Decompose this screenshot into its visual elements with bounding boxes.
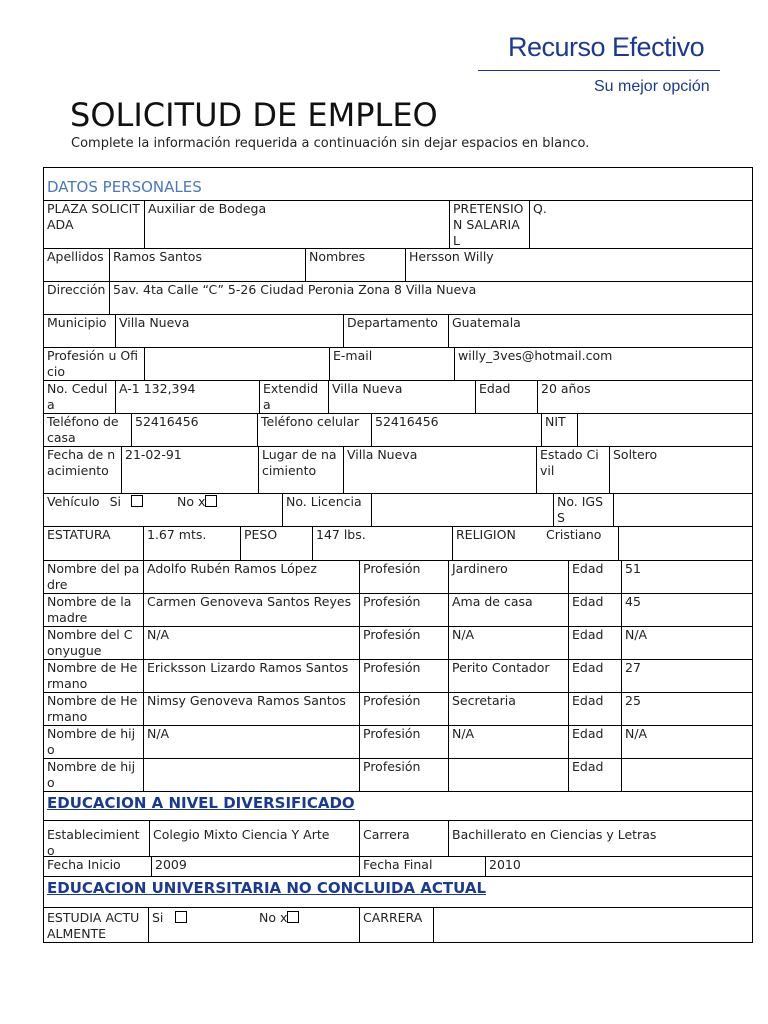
- page-title: SOLICITUD DE EMPLEO: [70, 96, 438, 134]
- familia-profesion-field[interactable]: Jardinero: [448, 561, 568, 593]
- fecha-final-label: Fecha Final: [359, 857, 485, 876]
- departamento-label: Departamento: [343, 315, 448, 347]
- direccion-label: Dirección: [47, 282, 106, 297]
- familia-profesion-label: Profesión: [359, 759, 448, 791]
- plaza-field[interactable]: Auxiliar de Bodega: [144, 201, 449, 248]
- vehiculo-no-label: No x: [176, 494, 206, 509]
- apellidos-label: Apellidos: [47, 249, 104, 264]
- familia-profesion-label: Profesión: [359, 726, 448, 758]
- application-form: [43, 167, 753, 943]
- familia-edad-field[interactable]: N/A: [621, 627, 752, 659]
- familia-name-field[interactable]: Adolfo Rubén Ramos López: [143, 561, 359, 593]
- establecimiento-field[interactable]: Colegio Mixto Ciencia Y Arte: [149, 821, 359, 856]
- estudia-si-checkbox[interactable]: [175, 911, 187, 923]
- nacimiento-row: [44, 446, 752, 493]
- vehiculo-cell: [44, 494, 282, 526]
- estudia-no-checkbox[interactable]: [287, 911, 299, 923]
- plaza-label: PLAZA SOLICITADA: [47, 201, 140, 232]
- direccion-field[interactable]: 5av. 4ta Calle “C” 5-26 Ciudad Peronia Zona 8 Villa Nueva: [109, 282, 752, 314]
- municipio-label: Municipio: [47, 315, 107, 330]
- telefonos-row: [44, 413, 752, 446]
- familia-edad-field[interactable]: 25: [621, 693, 752, 725]
- plaza-row: [44, 200, 752, 248]
- cedula-label: No. Cedula: [47, 381, 108, 412]
- familia-edad-label: Edad: [568, 693, 621, 725]
- estudia-options: [148, 908, 359, 942]
- logo-brand: Recurso Efectivo: [508, 32, 705, 62]
- cedula-row: [44, 380, 752, 413]
- familia-row: [44, 593, 752, 626]
- familia-name-field[interactable]: [143, 759, 359, 791]
- edad-field[interactable]: 20 años: [537, 381, 752, 413]
- vehiculo-label: Vehículo: [47, 494, 100, 509]
- familia-row: [44, 659, 752, 692]
- familia-profesion-label: Profesión: [359, 693, 448, 725]
- profesion-label: Profesión u Oficio: [47, 348, 139, 379]
- religion-label: RELIGION: [456, 527, 516, 542]
- familia-row: [44, 758, 752, 791]
- familia-name-field[interactable]: N/A: [143, 627, 359, 659]
- familia-edad-field[interactable]: N/A: [621, 726, 752, 758]
- familia-profesion-label: Profesión: [359, 627, 448, 659]
- estudia-label: ESTUDIA ACTUALMENTE: [47, 910, 140, 941]
- cedula-field[interactable]: A-1 132,394: [115, 381, 259, 413]
- licencia-field[interactable]: [371, 494, 553, 526]
- logo-divider: [478, 70, 720, 71]
- familia-profesion-field[interactable]: [448, 759, 568, 791]
- nit-field[interactable]: [577, 414, 752, 446]
- estado-civil-field[interactable]: Soltero: [609, 447, 752, 493]
- familia-name-field[interactable]: Nimsy Genoveva Ramos Santos: [143, 693, 359, 725]
- familia-edad-label: Edad: [568, 627, 621, 659]
- familia-edad-label: Edad: [568, 660, 621, 692]
- profesion-row: [44, 347, 752, 380]
- familia-profesion-field[interactable]: Ama de casa: [448, 594, 568, 626]
- familia-profesion-field[interactable]: N/A: [448, 627, 568, 659]
- estatura-label: ESTATURA: [47, 527, 111, 542]
- fecha-nacimiento-field[interactable]: 21-02-91: [121, 447, 258, 493]
- fecha-inicio-field[interactable]: 2009: [151, 857, 359, 876]
- logo-tagline: Su mejor opción: [594, 78, 710, 95]
- familia-label: Nombre del padre: [47, 561, 140, 592]
- familia-label: Nombre del Conyugue: [47, 627, 133, 658]
- familia-edad-field[interactable]: 51: [621, 561, 752, 593]
- peso-field[interactable]: 147 lbs.: [312, 527, 452, 560]
- familia-edad-field[interactable]: [621, 759, 752, 791]
- municipio-row: [44, 314, 752, 347]
- apellidos-field[interactable]: Ramos Santos: [109, 249, 305, 281]
- section-personal-row: [44, 168, 752, 200]
- estado-civil-label: Estado Civil: [536, 447, 609, 493]
- company-logo: [478, 28, 720, 100]
- nombres-field[interactable]: Hersson Willy: [405, 249, 752, 281]
- vehiculo-si-label: Si: [109, 494, 121, 509]
- salary-label: PRETENSION SALARIAL: [449, 201, 529, 248]
- familia-label: Nombre de Hermano: [47, 660, 138, 691]
- familia-edad-field[interactable]: 27: [621, 660, 752, 692]
- establecimiento-label: Establecimiento: [47, 827, 140, 856]
- familia-name-field[interactable]: N/A: [143, 726, 359, 758]
- vehiculo-row: [44, 493, 752, 526]
- direccion-row: [44, 281, 752, 314]
- lugar-nacimiento-label: Lugar de nacimiento: [258, 447, 343, 493]
- fechas-row: [44, 856, 752, 876]
- estatura-field[interactable]: 1.67 mts.: [143, 527, 240, 560]
- telefono-casa-label: Teléfono de casa: [47, 414, 119, 445]
- lugar-nacimiento-field[interactable]: Villa Nueva: [343, 447, 536, 493]
- familia-row: [44, 692, 752, 725]
- familia-label: Nombre de Hermano: [47, 693, 138, 724]
- familia-profesion-label: Profesión: [359, 594, 448, 626]
- religion-cell: [452, 527, 618, 560]
- familia-name-field[interactable]: Ericksson Lizardo Ramos Santos: [143, 660, 359, 692]
- extendida-field[interactable]: Villa Nueva: [328, 381, 475, 413]
- religion-field[interactable]: Cristiano: [546, 527, 602, 542]
- fisico-row: [44, 526, 752, 560]
- familia-edad-label: Edad: [568, 561, 621, 593]
- nit-label: NIT: [541, 414, 577, 446]
- familia-edad-field[interactable]: 45: [621, 594, 752, 626]
- fecha-inicio-label: Fecha Inicio: [47, 857, 121, 872]
- familia-row: [44, 560, 752, 593]
- section-universitaria-heading: EDUCACION UNIVERSITARIA NO CONCLUIDA ACTUAL: [47, 879, 487, 897]
- familia-edad-label: Edad: [568, 594, 621, 626]
- extendida-label: Extendida: [259, 381, 328, 413]
- fecha-nacimiento-label: Fecha de nacimiento: [47, 447, 116, 478]
- telefono-celular-field[interactable]: 52416456: [371, 414, 541, 446]
- section-universitaria-row: [44, 876, 752, 907]
- departamento-field[interactable]: Guatemala: [448, 315, 752, 347]
- fecha-final-field[interactable]: 2010: [485, 857, 752, 876]
- familia-label: Nombre de hijo: [47, 726, 136, 757]
- estudia-si-label: Si: [152, 910, 164, 925]
- telefono-casa-field[interactable]: 52416456: [131, 414, 257, 446]
- email-field[interactable]: willy_3ves@hotmail.com: [454, 348, 752, 380]
- licencia-label: No. Licencia: [282, 494, 371, 526]
- carrera-field[interactable]: Bachillerato en Ciencias y Letras: [448, 821, 752, 856]
- vehiculo-no-checkbox[interactable]: [205, 495, 217, 507]
- salary-field[interactable]: Q.: [529, 201, 752, 248]
- edad-label: Edad: [475, 381, 537, 413]
- familia-profesion-label: Profesión: [359, 660, 448, 692]
- estudia-no-label: No x: [259, 910, 288, 925]
- familia-row: [44, 626, 752, 659]
- telefono-celular-label: Teléfono celular: [257, 414, 371, 446]
- diversificado-row: [44, 820, 752, 856]
- peso-label: PESO: [240, 527, 312, 560]
- carrera-universitaria-label: CARRERA: [359, 908, 433, 942]
- familia-profesion-label: Profesión: [359, 561, 448, 593]
- familia-label: Nombre de hijo: [47, 759, 136, 790]
- section-diversificado-heading: EDUCACION A NIVEL DIVERSIFICADO: [47, 794, 355, 812]
- carrera-label: Carrera: [359, 821, 448, 856]
- email-label: E-mail: [329, 348, 454, 380]
- familia-edad-label: Edad: [568, 726, 621, 758]
- carrera-universitaria-field[interactable]: [433, 908, 752, 942]
- igss-label: No. IGSS: [553, 494, 613, 526]
- municipio-field[interactable]: Villa Nueva: [115, 315, 343, 347]
- profesion-field[interactable]: [144, 348, 329, 380]
- familia-profesion-field[interactable]: Perito Contador: [448, 660, 568, 692]
- igss-field[interactable]: [613, 494, 752, 526]
- page-subtitle: Complete la información requerida a continuación sin dejar espacios en blanco.: [71, 136, 590, 151]
- vehiculo-si-checkbox[interactable]: [131, 495, 143, 507]
- familia-label: Nombre de la madre: [47, 594, 132, 625]
- familia-name-field[interactable]: Carmen Genoveva Santos Reyes: [143, 594, 359, 626]
- familia-edad-label: Edad: [568, 759, 621, 791]
- section-diversificado-row: [44, 791, 752, 820]
- apellidos-row: [44, 248, 752, 281]
- universitaria-row: [44, 907, 752, 942]
- familia-profesion-field[interactable]: Secretaria: [448, 693, 568, 725]
- nombres-label: Nombres: [305, 249, 405, 281]
- fisico-blank-cell: [618, 527, 752, 560]
- familia-row: [44, 725, 752, 758]
- familia-profesion-field[interactable]: N/A: [448, 726, 568, 758]
- section-personal-heading: DATOS PERSONALES: [47, 178, 202, 196]
